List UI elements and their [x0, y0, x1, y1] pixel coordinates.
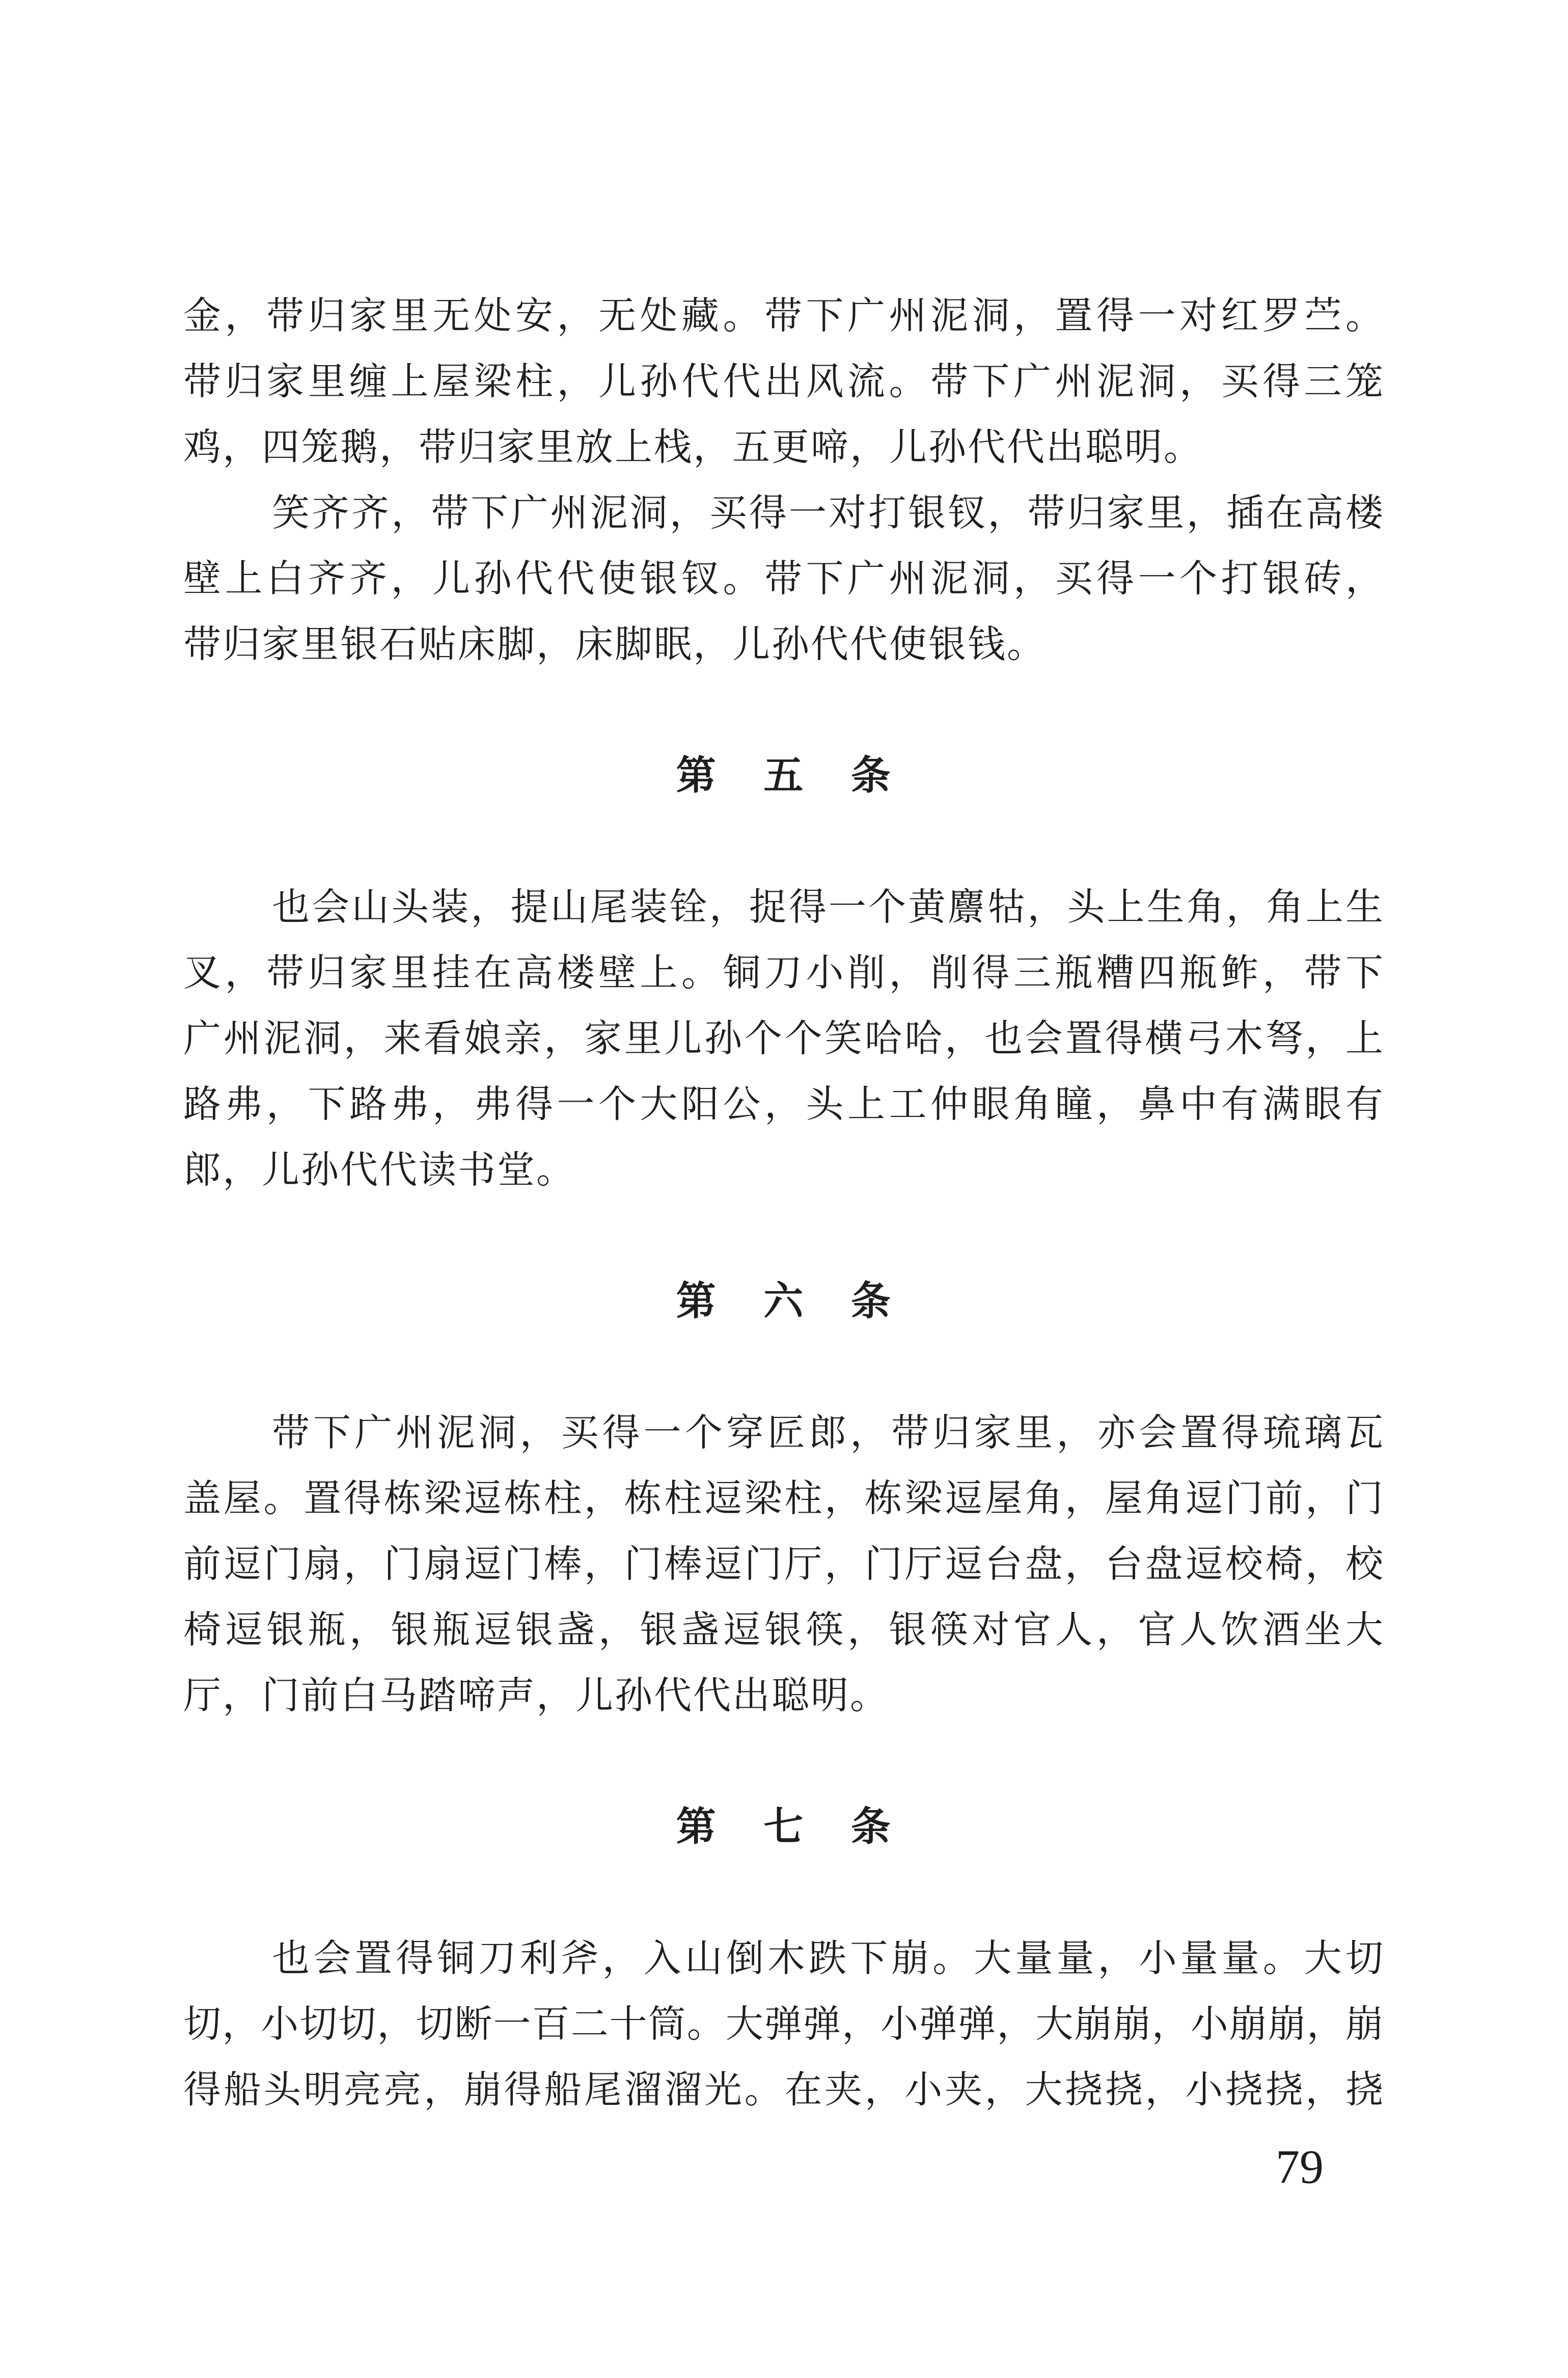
text-line: 切，小切切，切断一百二十筒。大弹弹，小弹弹，大崩崩，小崩崩，崩: [183, 2002, 1383, 2046]
text-line: 壁上白齐齐，儿孙代代使银钗。带下广州泥洞，买得一个打银砖，: [183, 557, 1383, 600]
text-line: 也会山头装，提山尾装铨，捉得一个黄麖牯，头上生角，角上生: [272, 885, 1383, 929]
page-number: 79: [1276, 2141, 1324, 2194]
section-heading: 第五条: [676, 753, 939, 799]
text-line: 路弗，下路弗，弗得一个大阳公，头上工仲眼角瞳，鼻中有满眼有: [183, 1082, 1383, 1126]
text-line: 也会置得铜刀利斧，入山倒木跌下崩。大量量，小量量。大切: [272, 1936, 1383, 1980]
section-article-7: [183, 1794, 1383, 2123]
text-line: 前逗门扇，门扇逗门棒，门棒逗门厅，门厅逗台盘，台盘逗校椅，校: [183, 1542, 1383, 1586]
text-line: 鸡，四笼鹅，带归家里放上栈，五更啼，儿孙代代出聪明。: [183, 425, 1203, 469]
section-article-6: [183, 1269, 1383, 1729]
text-line: 椅逗银瓶，银瓶逗银盏，银盏逗银筷，银筷对官人，官人饮酒坐大: [183, 1608, 1383, 1652]
text-line: 金，带归家里无处安，无处藏。带下广州泥洞，置得一对红罗苎。: [183, 294, 1383, 338]
section-article-5: [183, 743, 1383, 1203]
text-line: 带归家里缠上屋梁柱，儿孙代代出风流。带下广州泥洞，买得三笼: [183, 360, 1383, 403]
text-line: 带下广州泥洞，买得一个穿匠郎，带归家里，亦会置得琉璃瓦: [272, 1411, 1383, 1455]
text-line: 广州泥洞，来看娘亲，家里儿孙个个笑哈哈，也会置得横弓木弩，上: [183, 1017, 1383, 1060]
text-line: 郎，儿孙代代读书堂。: [183, 1148, 575, 1192]
text-line: 叉，带归家里挂在高楼壁上。铜刀小削，削得三瓶糟四瓶鲊，带下: [183, 951, 1383, 995]
text-line: 厅，门前白马踏啼声，儿孙代代出聪明。: [183, 1674, 889, 1717]
section-heading: 第六条: [676, 1278, 939, 1324]
section-heading: 第七条: [676, 1804, 939, 1850]
text-line: 盖屋。置得栋梁逗栋柱，栋柱逗梁柱，栋梁逗屋角，屋角逗门前，门: [183, 1477, 1383, 1520]
paragraph-continued: [183, 283, 1383, 480]
text-body: [183, 283, 1383, 2123]
paragraph: [183, 874, 1383, 1203]
paragraph: [183, 1926, 1383, 2123]
text-line: 笑齐齐，带下广州泥洞，买得一对打银钗，带归家里，插在高楼: [272, 491, 1383, 535]
text-line: 得船头明亮亮，崩得船尾溜溜光。在夹，小夹，大挠挠，小挠挠，挠: [183, 2068, 1383, 2112]
text-line: 带归家里银石贴床脚，床脚眠，儿孙代代使银钱。: [183, 622, 1046, 666]
paragraph: [183, 1400, 1383, 1729]
paragraph: [183, 480, 1383, 677]
